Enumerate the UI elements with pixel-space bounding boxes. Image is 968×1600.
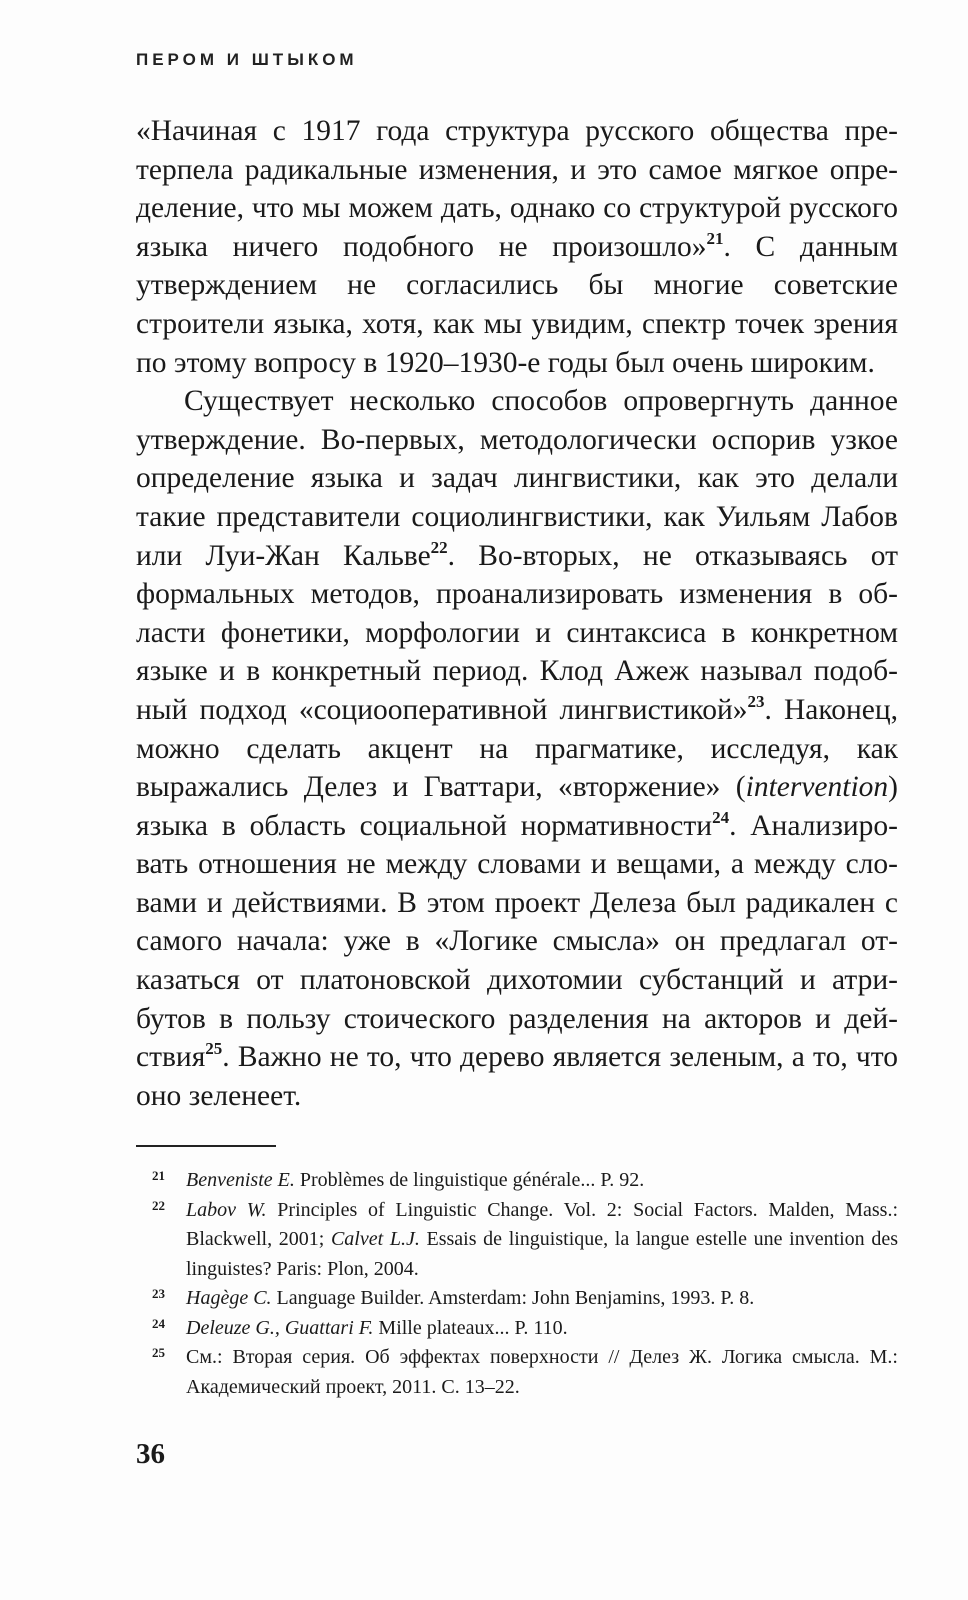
footnote-reference: 25: [205, 1039, 223, 1059]
footnote: [136, 1284, 898, 1314]
italic-text: Calvet L.J.: [330, 1228, 420, 1250]
footnote: [136, 1166, 898, 1196]
text-run: Mille plateaux... P. 110.: [373, 1316, 568, 1339]
footnote: [136, 1343, 898, 1402]
running-head: ПЕРОМ И ШТЫКОМ: [136, 50, 358, 69]
footnote-reference: 23: [747, 691, 765, 711]
italic-text: intervention: [745, 771, 889, 804]
text-run: «Начиная с 1917 года структура русского общества претерпела радикальные изменения, и это самое мягкое определение, что мы можем дать, однако со структурой русского языка ничего подобного не произошло»: [136, 115, 898, 263]
italic-text: Benveniste E.: [186, 1169, 295, 1191]
text-run: . С данным утверждением не согласились бы многие советские строители языка, хотя, как мы увидим, спектр точек зрения по этому вопросу в 1920–1930-е годы был очень широким.: [136, 230, 899, 379]
footnote-number: 25: [152, 1345, 165, 1360]
footnote-divider: [136, 1145, 276, 1147]
paragraph: [136, 382, 898, 1115]
text-run: Essais de linguistique, la langue estelle une invention des linguistes? Paris: Plon, 2004.: [186, 1228, 899, 1280]
text-run: . Наконец, можно сделать акцент на прагматике, исследуя, как выражались Делез и Гваттари, «вторжение» (: [136, 693, 898, 804]
main-text: [136, 112, 898, 1115]
footnotes: [136, 1166, 898, 1402]
page-number: 36: [136, 1438, 165, 1470]
footnote: [136, 1314, 898, 1344]
footnote: [136, 1196, 898, 1285]
italic-text: Hagège C.: [186, 1287, 272, 1309]
text-run: Principles of Linguistic Change. Vol. 2: Social Factors. Malden, Mass.: Blackwell, 2001;: [186, 1198, 899, 1250]
text-run: . Анализировать отношения не между словами и вещами, а между словами и действиями. В этом проект Делеза был радикален с самого начала: уже в «Логике смысла» он предлагал отказаться от платоновской дихотомии субстанций и атрибутов в пользу стоического разделения на акторов и действия: [136, 809, 898, 1074]
text-run: . Важно не то, что дерево является зеленым, а то, что оно зеленеет.: [136, 1041, 898, 1112]
footnote-reference: 24: [712, 807, 730, 827]
footnote-number: 21: [152, 1168, 165, 1183]
paragraph: [136, 112, 898, 382]
text-run: См.: Вторая серия. Об эффектах поверхности // Делез Ж. Логика смысла. М.: Академический проект, 2011. С. 13–22.: [186, 1346, 898, 1398]
text-run: Существует несколько способов опровергнуть данное утверждение. Во-первых, методологически оспорив узкое определение языка и задач лингвистики, как это делали такие представители социолингвистики, как Уильям Лабов или Луи-Жан Кальве: [136, 385, 898, 572]
footnote-number: 22: [152, 1197, 165, 1213]
footnote-reference: 22: [430, 537, 448, 557]
footnote-number: 24: [152, 1315, 165, 1331]
text-run: Language Builder. Amsterdam: John Benjamins, 1993. P. 8.: [271, 1287, 755, 1309]
text-run: ) языка в область социальной нормативности: [136, 771, 898, 842]
footnote-number: 23: [152, 1286, 165, 1301]
footnote-reference: 21: [706, 228, 724, 248]
italic-text: Deleuze G., Guattari F.: [186, 1316, 374, 1339]
text-run: Problèmes de linguistique générale... P. 92.: [294, 1169, 645, 1191]
italic-text: Labov W.: [186, 1198, 267, 1221]
text-run: . Во-вторых, не отказываясь от формальных методов, проанализировать изменения в области фонетики, морфологии и синтаксиса в конкретном языке и в конкретный период. Клод Ажеж называл подобный подход «социооперативной лингвистикой»: [136, 539, 899, 726]
